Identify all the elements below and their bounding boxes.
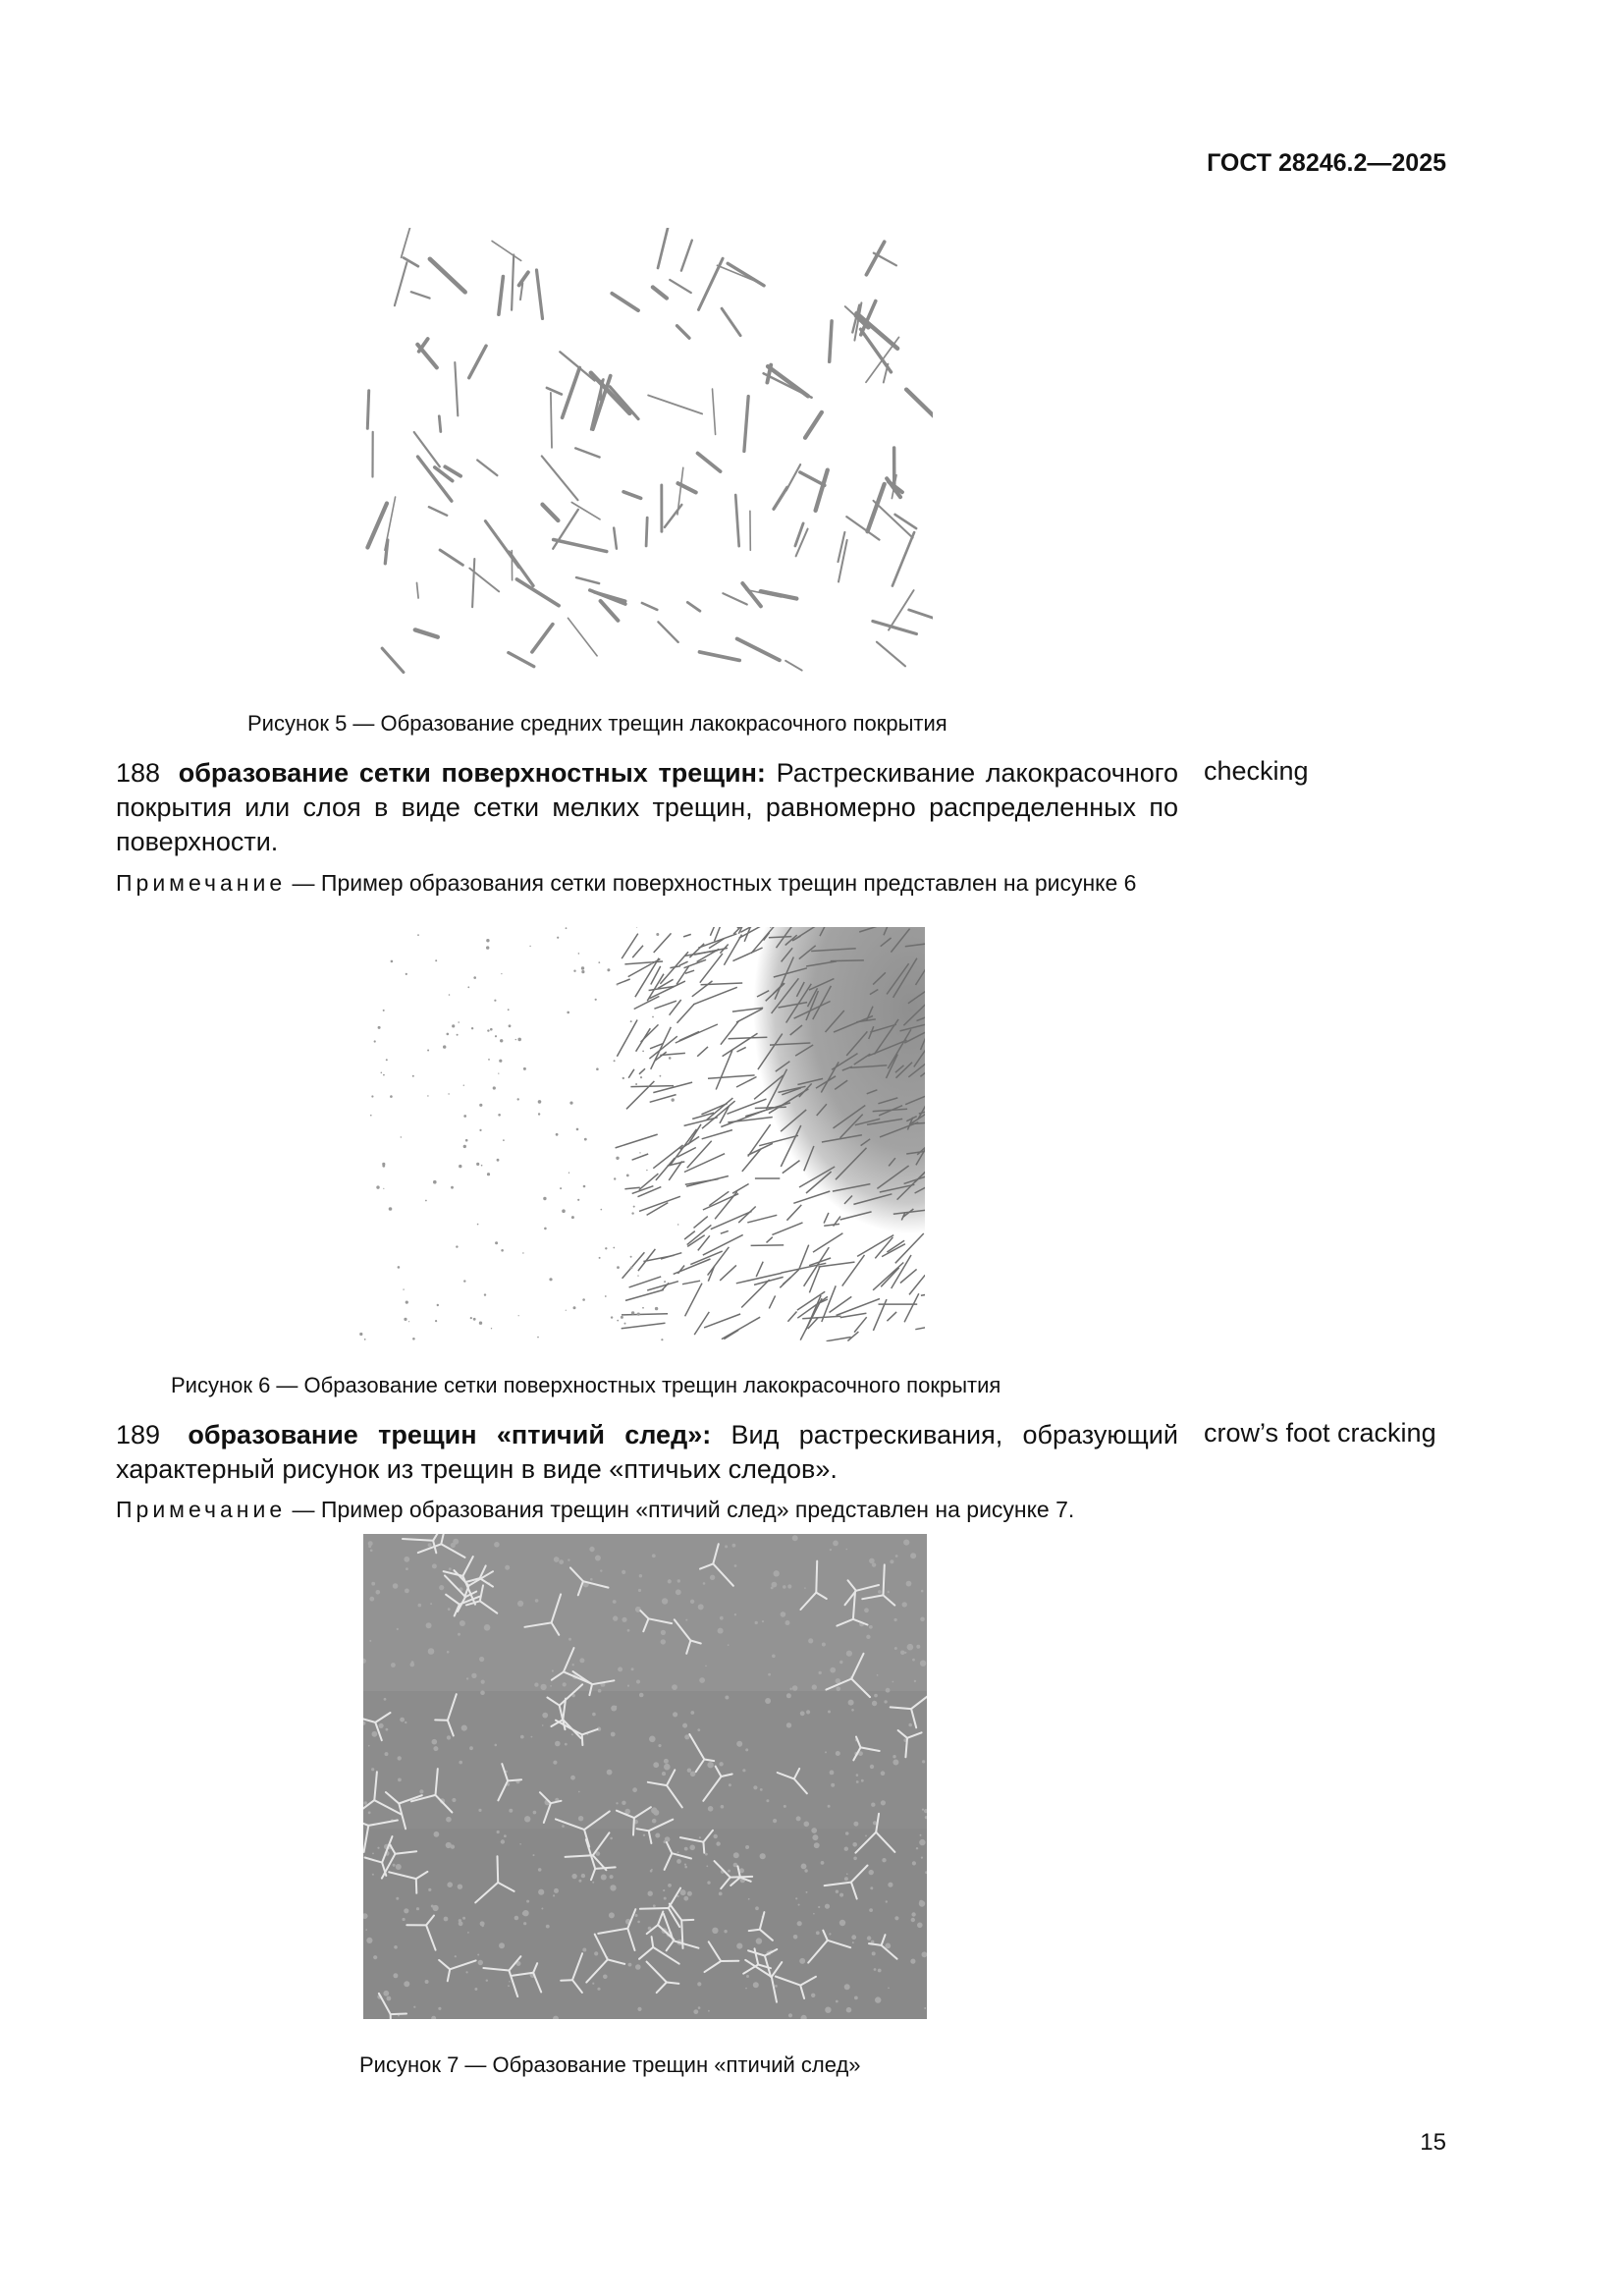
document-header: ГОСТ 28246.2—2025 xyxy=(1207,149,1446,177)
term-189-entry xyxy=(116,1418,1178,1487)
figure-6-image xyxy=(359,927,925,1341)
term-189-definition: Вид растрескивания, образующий характерный рисунок из трещин в виде «птичьих следов». xyxy=(116,1420,1178,1484)
term-189-note xyxy=(116,1495,1178,1524)
term-189-number: 189 xyxy=(116,1420,161,1449)
term-188-note-text: — Пример образования сетки поверхностных трещин представлен на рисунке 6 xyxy=(292,870,1137,896)
term-189-english: crow’s foot cracking xyxy=(1204,1418,1436,1448)
figure-7-caption: Рисунок 7 — Образование трещин «птичий след» xyxy=(359,2052,861,2077)
figure-5-image xyxy=(355,228,933,680)
term-189-note-label: Примечание xyxy=(116,1497,287,1522)
page-number: 15 xyxy=(1420,2129,1446,2156)
figure-7-image xyxy=(363,1534,927,2019)
figure-6-caption: Рисунок 6 — Образование сетки поверхностных трещин лакокрасочного покрытия xyxy=(171,1373,1001,1397)
term-188-definition: Растрескивание лакокрасочного покрытия или слоя в виде сетки мелких трещин, равномерно распределенных по поверхности. xyxy=(116,758,1178,856)
term-188-entry xyxy=(116,756,1178,859)
term-188-note xyxy=(116,868,1178,898)
term-189-title: образование трещин «птичий след»: xyxy=(188,1420,712,1449)
term-188-number: 188 xyxy=(116,758,161,788)
term-188-english: checking xyxy=(1204,756,1309,786)
term-189-note-text: — Пример образования трещин «птичий след» представлен на рисунке 7. xyxy=(292,1497,1075,1522)
term-188-title: образование сетки поверхностных трещин: xyxy=(178,758,766,788)
term-188-note-label: Примечание xyxy=(116,870,287,896)
figure-5-caption: Рисунок 5 — Образование средних трещин лакокрасочного покрытия xyxy=(247,711,947,736)
